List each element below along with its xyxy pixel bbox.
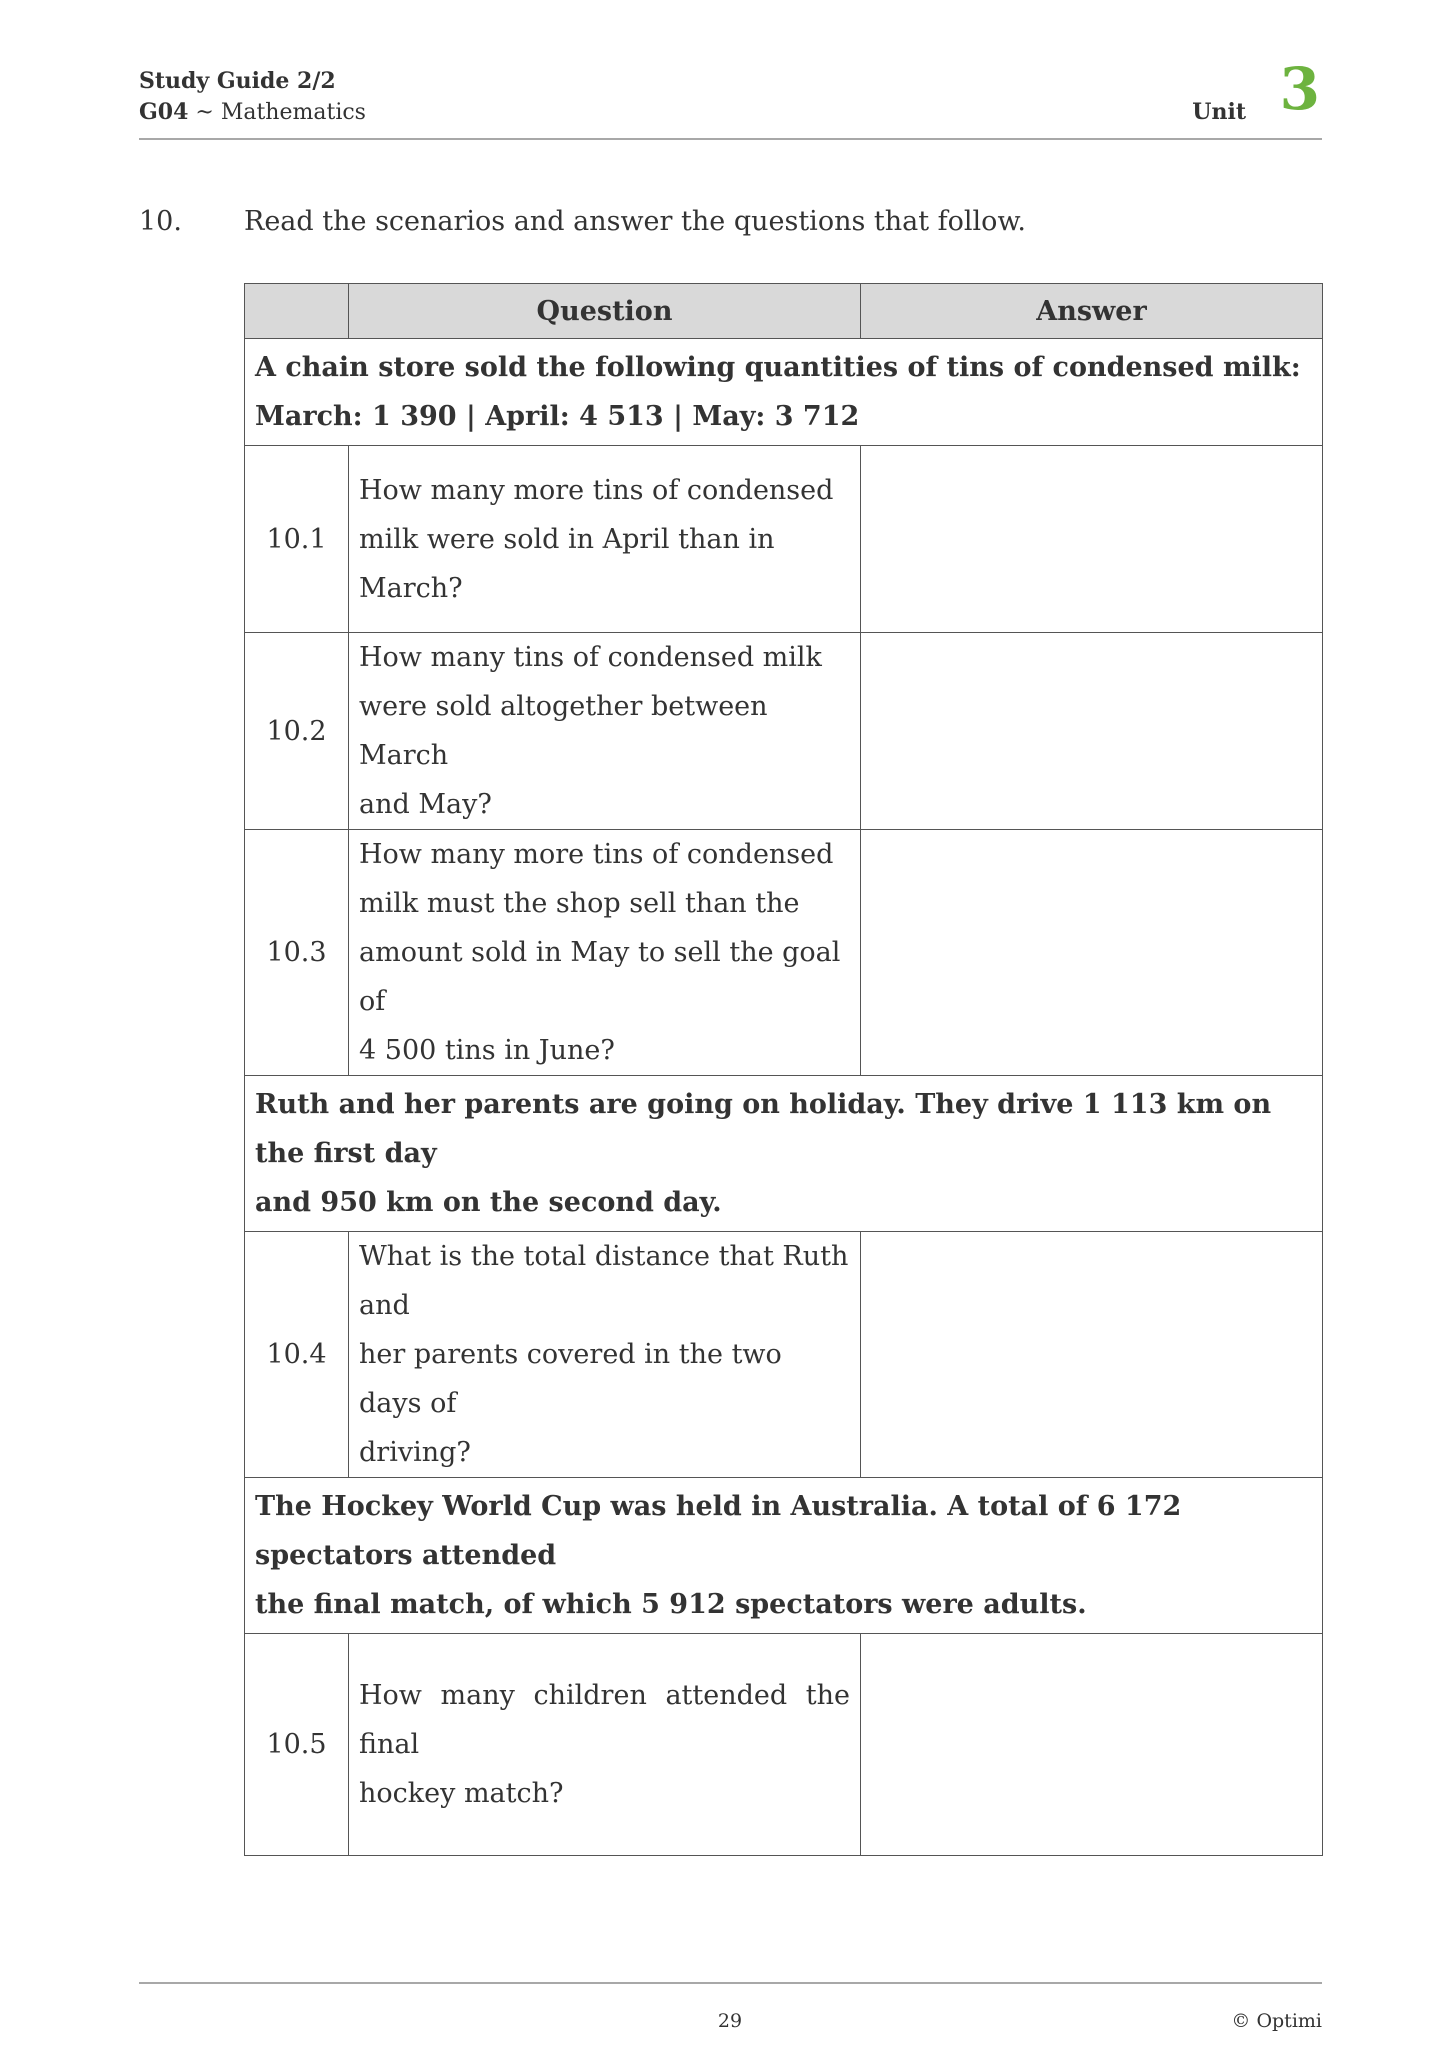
page-header	[139, 55, 1322, 138]
copyright-notice: © Optimi	[1231, 2010, 1322, 2032]
page-number: 29	[717, 2010, 743, 2032]
unit-label: Unit	[1192, 99, 1246, 125]
question-item-text	[349, 1232, 861, 1478]
question-line: How many more tins of condensed	[359, 839, 834, 870]
question-line: milk must the shop sell than the	[359, 888, 800, 919]
question-line: hockey match?	[359, 1778, 564, 1809]
table-header-row	[245, 284, 1323, 339]
question-line: her parents covered in the two days of	[359, 1339, 782, 1419]
scenario-text	[245, 339, 1323, 446]
scenario-line: and 950 km on the second day.	[255, 1187, 722, 1218]
scenario-line: The Hockey World Cup was held in Australia. A total of 6 172 spectators attended	[255, 1491, 1182, 1571]
question-line: How many children attended the final	[359, 1680, 850, 1760]
question-item-number: 10.4	[245, 1232, 349, 1478]
header-cell-question: Question	[349, 284, 861, 339]
scenario-line: the final match, of which 5 912 spectators were adults.	[255, 1589, 1087, 1620]
subject-separator: ~	[188, 100, 221, 125]
question-line: amount sold in May to sell the goal of	[359, 937, 841, 1017]
header-cell-answer: Answer	[861, 284, 1323, 339]
question-item-text	[349, 446, 861, 633]
question-item-number: 10.5	[245, 1634, 349, 1856]
question-line: How many tins of condensed milk	[359, 642, 822, 673]
question-line: How many more tins of condensed	[359, 474, 834, 506]
subject-line	[139, 99, 366, 125]
question-item-text	[349, 830, 861, 1076]
question-item-text	[349, 1634, 861, 1856]
answer-cell[interactable]	[861, 1232, 1323, 1478]
question-item-text	[349, 633, 861, 830]
question-line: milk were sold in April than in March?	[359, 523, 775, 604]
answer-cell[interactable]	[861, 1634, 1323, 1856]
subject-code: G04	[139, 99, 189, 125]
question-item-number: 10.2	[245, 633, 349, 830]
question-table	[244, 283, 1323, 1856]
question-item-number: 10.3	[245, 830, 349, 1076]
question-line: were sold altogether between March	[359, 691, 768, 771]
scenario-line: Ruth and her parents are going on holiday. They drive 1 113 km on the first day	[255, 1089, 1272, 1169]
answer-cell[interactable]	[861, 446, 1323, 633]
scenario-line: A chain store sold the following quantities of tins of condensed milk:	[255, 352, 1301, 383]
question-row	[245, 633, 1323, 830]
question-row	[245, 446, 1323, 633]
subject-name: Mathematics	[220, 100, 366, 125]
question-row	[245, 1634, 1323, 1856]
question-line: driving?	[359, 1437, 471, 1468]
answer-cell[interactable]	[861, 830, 1323, 1076]
footer-divider	[139, 1982, 1322, 1984]
scenario-row	[245, 339, 1323, 446]
scenario-row	[245, 1478, 1323, 1634]
header-cell-blank	[245, 284, 349, 339]
answer-cell[interactable]	[861, 633, 1323, 830]
scenario-line: March: 1 390 | April: 4 513 | May: 3 712	[255, 401, 860, 432]
question-line: and May?	[359, 789, 492, 820]
question-item-number: 10.1	[245, 446, 349, 633]
question-number: 10.	[139, 206, 182, 237]
question-line: 4 500 tins in June?	[359, 1035, 615, 1066]
scenario-row	[245, 1076, 1323, 1232]
question-line: What is the total distance that Ruth and	[359, 1241, 849, 1321]
question-intro: Read the scenarios and answer the questions that follow.	[244, 206, 1026, 237]
guide-title: Study Guide 2/2	[139, 68, 336, 94]
question-row	[245, 830, 1323, 1076]
scenario-text	[245, 1076, 1323, 1232]
unit-number: 3	[1279, 55, 1320, 123]
header-divider	[139, 138, 1322, 140]
scenario-text	[245, 1478, 1323, 1634]
question-row	[245, 1232, 1323, 1478]
